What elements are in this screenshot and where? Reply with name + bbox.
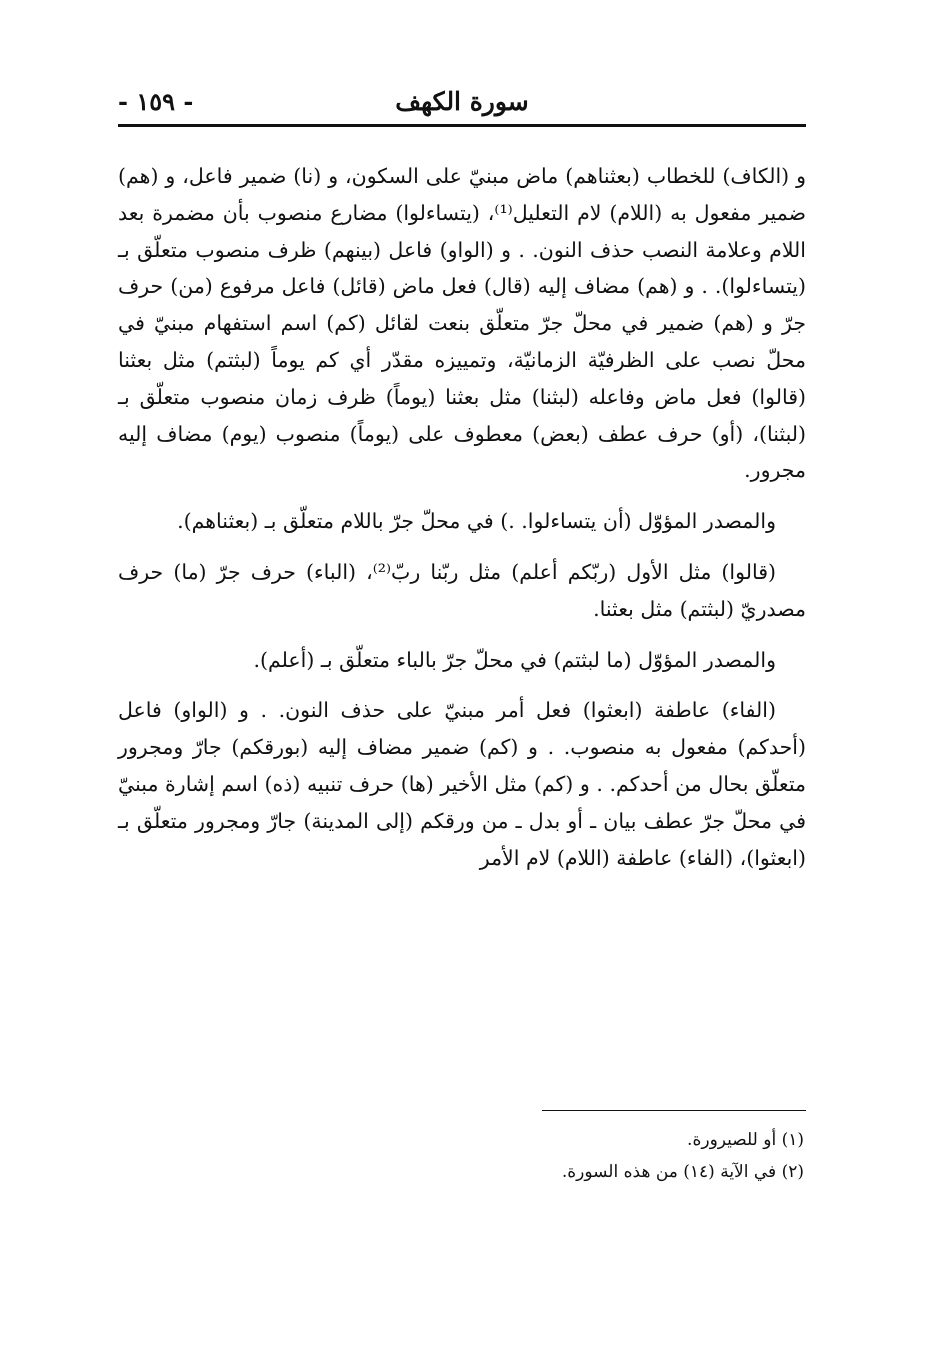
paragraph-gap bbox=[118, 489, 806, 503]
page-number: - ١٥٩ - bbox=[118, 87, 194, 116]
paragraph-gap bbox=[118, 628, 806, 642]
footnote-1: (١) أو للصيرورة. bbox=[687, 1130, 804, 1150]
paragraph-4: والمصدر المؤوّل (ما لبثتم) في محلّ جرّ بالباء متعلّق بـ (أعلم). bbox=[253, 647, 776, 672]
footnote-divider bbox=[542, 1110, 806, 1111]
page bbox=[118, 0, 806, 1364]
surah-title: سورة الكهف bbox=[395, 87, 529, 116]
footnotes bbox=[118, 1124, 806, 1188]
page-header bbox=[118, 84, 806, 124]
paragraph-gap bbox=[118, 678, 806, 692]
footnote-2: (٢) في الآية (١٤) من هذه السورة. bbox=[561, 1162, 804, 1182]
header-divider bbox=[118, 124, 806, 127]
paragraph-3: (قالوا) مثل الأول (ربّكم أعلم) مثل ربّنا ربّ⁽²⁾، (الباء) حرف جرّ (ما) حرف مصدريّ (لبثتم) مثل بعثنا. bbox=[118, 559, 806, 621]
paragraph-1: و (الكاف) للخطاب (بعثناهم) ماض مبنيّ على السكون، و (نا) ضمير فاعل، و (هم) ضمير مفعول به (اللام) لام التعليل⁽¹⁾، (يتساءلوا) مضارع منصوب بأن مضمرة بعد اللام وعلامة النصب حذف النون. . و (الواو) فاعل (بينهم) ظرف منصوب متعلّق بـ (يتساءلوا). . و (هم) مضاف إليه (قال) فعل ماض (قائل) فاعل مرفوع (من) حرف جرّ و (هم) ضمير في محلّ جرّ متعلّق بنعت لقائل (كم) اسم استفهام مبنيّ في محلّ نصب على الظرفيّة الزمانيّة، وتمييزه مقدّر أي كم يوماً (لبثتم) مثل بعثنا (قالوا) فعل ماض وفاعله (لبثنا) مثل بعثنا (يوماً) ظرف زمان منصوب متعلّق بـ (لبثنا)، (أو) حرف عطف (بعض) معطوف على (يوماً) منصوب (يوم) مضاف إليه مجرور. bbox=[118, 164, 806, 483]
page-body bbox=[118, 158, 806, 876]
paragraph-gap bbox=[118, 540, 806, 554]
paragraph-2: والمصدر المؤوّل (أن يتساءلوا. .) في محلّ جرّ باللام متعلّق بـ (بعثناهم). bbox=[177, 509, 776, 534]
paragraph-5: (الفاء) عاطفة (ابعثوا) فعل أمر مبنيّ على حذف النون. . و (الواو) فاعل (أحدكم) مفعول به منصوب. . و (كم) ضمير مضاف إليه (بورقكم) جارّ ومجرور متعلّق بحال من أحدكم. . و (كم) مثل الأخير (ها) حرف تنبيه (ذه) اسم إشارة مبنيّ في محلّ جرّ عطف بيان ـ أو بدل ـ من ورقكم (إلى المدينة) جارّ ومجرور متعلّق بـ (ابعثوا)، (الفاء) عاطفة (اللام) لام الأمر bbox=[118, 698, 806, 870]
